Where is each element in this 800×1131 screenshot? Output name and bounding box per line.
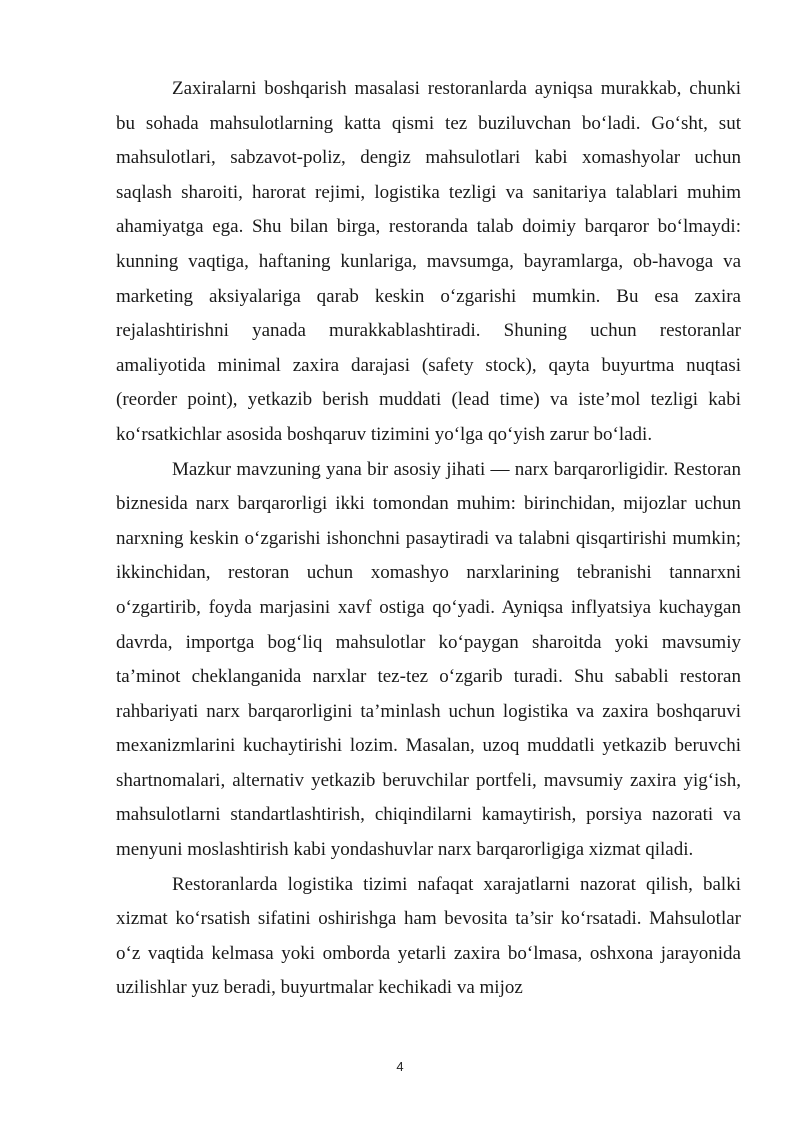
paragraph-logistics-service-quality: Restoranlarda logistika tizimi nafaqat xarajatlarni nazorat qilish, balki xizmat ko‘rsatish sifatini oshirishga ham bevosita ta’sir ko‘rsatadi. Mahsulotlar o‘z vaqtida kelmasa yoki omborda yetarli zaxira bo‘lmasa, oshxona jarayonida uzilishlar yuz beradi, buyurtmalar kechikadi va mijoz xyxy=(116,873,741,999)
text-body xyxy=(116,72,741,1006)
paragraph-inventory-management: Zaxiralarni boshqarish masalasi restoranlarda ayniqsa murakkab, chunki bu sohada mahsulotlarning katta qismi tez buziluvchan bo‘ladi. Go‘sht, sut mahsulotlari, sabzavot-poliz, dengiz mahsulotlari kabi xomashyolar uchun saqlash sharoiti, harorat rejimi, logistika tezligi va sanitariya talablari muhim ahamiyatga ega. Shu bilan birga, restoranda talab doimiy barqaror bo‘lmaydi: kunning vaqtiga, haftaning kunlariga, mavsumga, bayramlarga, ob-havoga va marketing aksiyalariga qarab keskin o‘zgarishi mumkin. Bu esa zaxira rejalashtirishni yanada murakkablashtiradi. Shuning uchun restoranlar amaliyotida minimal zaxira darajasi (safety stock), qayta buyurtma nuqtasi (reorder point), yetkazib berish muddati (lead time) va iste’mol tezligi kabi ko‘rsatkichlar asosida boshqaruv tizimini yo‘lga qo‘yish zarur bo‘ladi. xyxy=(116,78,741,445)
paragraph-price-stability: Mazkur mavzuning yana bir asosiy jihati — narx barqarorligidir. Restoran biznesida narx barqarorligi ikki tomondan muhim: birinchidan, mijozlar uchun narxning keskin o‘zgarishi ishonchni pasaytiradi va talabni qisqartirishi mumkin; ikkinchidan, restoran uchun xomashyo narxlarining tebranishi tannarxni o‘zgartirib, foyda marjasini xavf ostiga qo‘yadi. Ayniqsa inflyatsiya kuchaygan davrda, importga bog‘liq mahsulotlar ko‘paygan sharoitda yoki mavsumiy ta’minot cheklanganida narxlar tez-tez o‘zgarib turadi. Shu sababli restoran rahbariyati narx barqarorligini ta’minlash uchun logistika va zaxira boshqaruvi mexanizmlarini kuchaytirishi lozim. Masalan, uzoq muddatli yetkazib beruvchi shartnomalari, alternativ yetkazib beruvchilar portfeli, mavsumiy zaxira yig‘ish, mahsulotlarni standartlashtirish, chiqindilarni kamaytirish, porsiya nazorati va menyuni moslashtirish kabi yondashuvlar narx barqarorligiga xizmat qiladi. xyxy=(116,458,741,861)
page-number: 4 xyxy=(396,1059,404,1074)
